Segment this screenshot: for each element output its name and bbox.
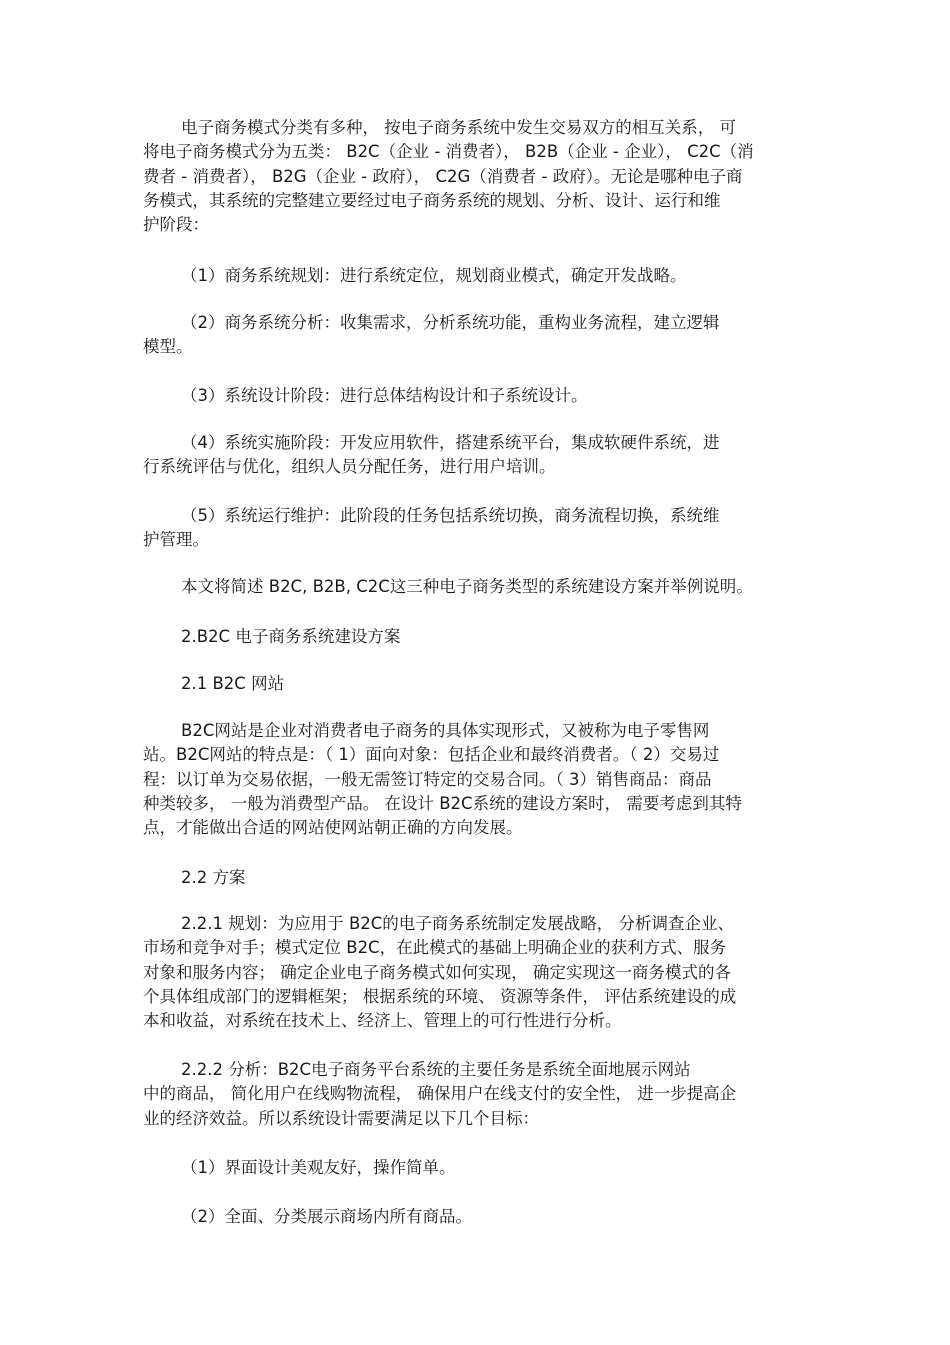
subsection-heading: 2.1 B2C 网站 <box>181 674 285 693</box>
text-line: 中的商品， 简化用户在线购物流程， 确保用户在线支付的安全性， 进一步提高企 <box>143 1084 737 1104</box>
text-line: 站。B2C网站的特点是：（ 1）面向对象：包括企业和最终消费者。（ 2）交易过 <box>143 745 720 765</box>
stage-3-item: （3）系统设计阶段：进行总体结构设计和子系统设计。 <box>181 386 588 405</box>
text-line: 业的经济效益。所以系统设计需要满足以下几个目标： <box>143 1108 539 1128</box>
stage-5-item <box>143 504 813 553</box>
goal-2-item: （2）全面、分类展示商场内所有商品。 <box>181 1207 472 1226</box>
analysis-paragraph <box>143 1058 813 1131</box>
text-line: 务模式，其系统的完整建立要经过电子商务系统的规划、分析、设计、运行和维 <box>143 190 721 210</box>
text-line: 护管理。 <box>143 530 209 550</box>
text-line: 护阶段： <box>143 215 209 235</box>
subsection-heading: 2.2 方案 <box>181 868 246 887</box>
intro-paragraph <box>143 116 813 237</box>
b2c-site-paragraph <box>143 719 813 840</box>
text-line: 2.2.1 规划：为应用于 B2C的电子商务系统制定发展战略， 分析调查企业、 <box>181 914 735 933</box>
text-line: （2）商务系统分析：收集需求，分析系统功能，重构业务流程，建立逻辑 <box>181 313 720 332</box>
text-line: 费者 - 消费者）， B2G（企业 - 政府）， C2G（消费者 - 政府）。无论是哪种电子商 <box>143 166 743 186</box>
overview-sentence: 本文将简述 B2C, B2B, C2C这三种电子商务类型的系统建设方案并举例说明。 <box>181 577 753 596</box>
stage-4-item <box>143 431 813 480</box>
plan-paragraph <box>143 912 813 1033</box>
text-line: 将电子商务模式分为五类： B2C（企业 - 消费者）， B2B（企业 - 企业）， C2C（消 <box>143 142 754 162</box>
text-line: 个具体组成部门的逻辑框架； 根据系统的环境、 资源等条件， 评估系统建设的成 <box>143 986 737 1006</box>
text-line: B2C网站是企业对消费者电子商务的具体实现形式，又被称为电子零售网 <box>181 721 710 740</box>
text-line: （5）系统运行维护：此阶段的任务包括系统切换，商务流程切换，系统维 <box>181 506 720 525</box>
text-line: 模型。 <box>143 337 193 357</box>
text-line: 本和收益，对系统在技术上、经济上、管理上的可行性进行分析。 <box>143 1011 622 1031</box>
text-line: 行系统评估与优化，组织人员分配任务，进行用户培训。 <box>143 457 556 477</box>
text-line: 2.2.2 分析：B2C电子商务平台系统的主要任务是系统全面地展示网站 <box>181 1060 691 1079</box>
text-line: 电子商务模式分类有多种， 按电子商务系统中发生交易双方的相互关系， 可 <box>181 118 736 137</box>
stage-2-item <box>143 311 813 360</box>
goal-1-item: （1）界面设计美观友好，操作简单。 <box>181 1158 456 1177</box>
text-line: 点，才能做出合适的网站使网站朝正确的方向发展。 <box>143 818 523 838</box>
text-line: （4）系统实施阶段：开发应用软件，搭建系统平台，集成软硬件系统，进 <box>181 433 720 452</box>
text-line: 种类较多， 一般为消费型产品。 在设计 B2C系统的建设方案时， 需要考虑到其特 <box>143 793 742 813</box>
section-heading: 2.B2C 电子商务系统建设方案 <box>181 627 401 646</box>
text-line: 对象和服务内容； 确定企业电子商务模式如何实现， 确定实现这一商务模式的各 <box>143 962 731 982</box>
text-line: 程：以订单为交易依据，一般无需签订特定的交易合同。（ 3）销售商品：商品 <box>143 769 712 789</box>
stage-1-item: （1）商务系统规划：进行系统定位，规划商业模式，确定开发战略。 <box>181 266 687 285</box>
text-line: 市场和竞争对手；模式定位 B2C，在此模式的基础上明确企业的获利方式、服务 <box>143 938 727 958</box>
